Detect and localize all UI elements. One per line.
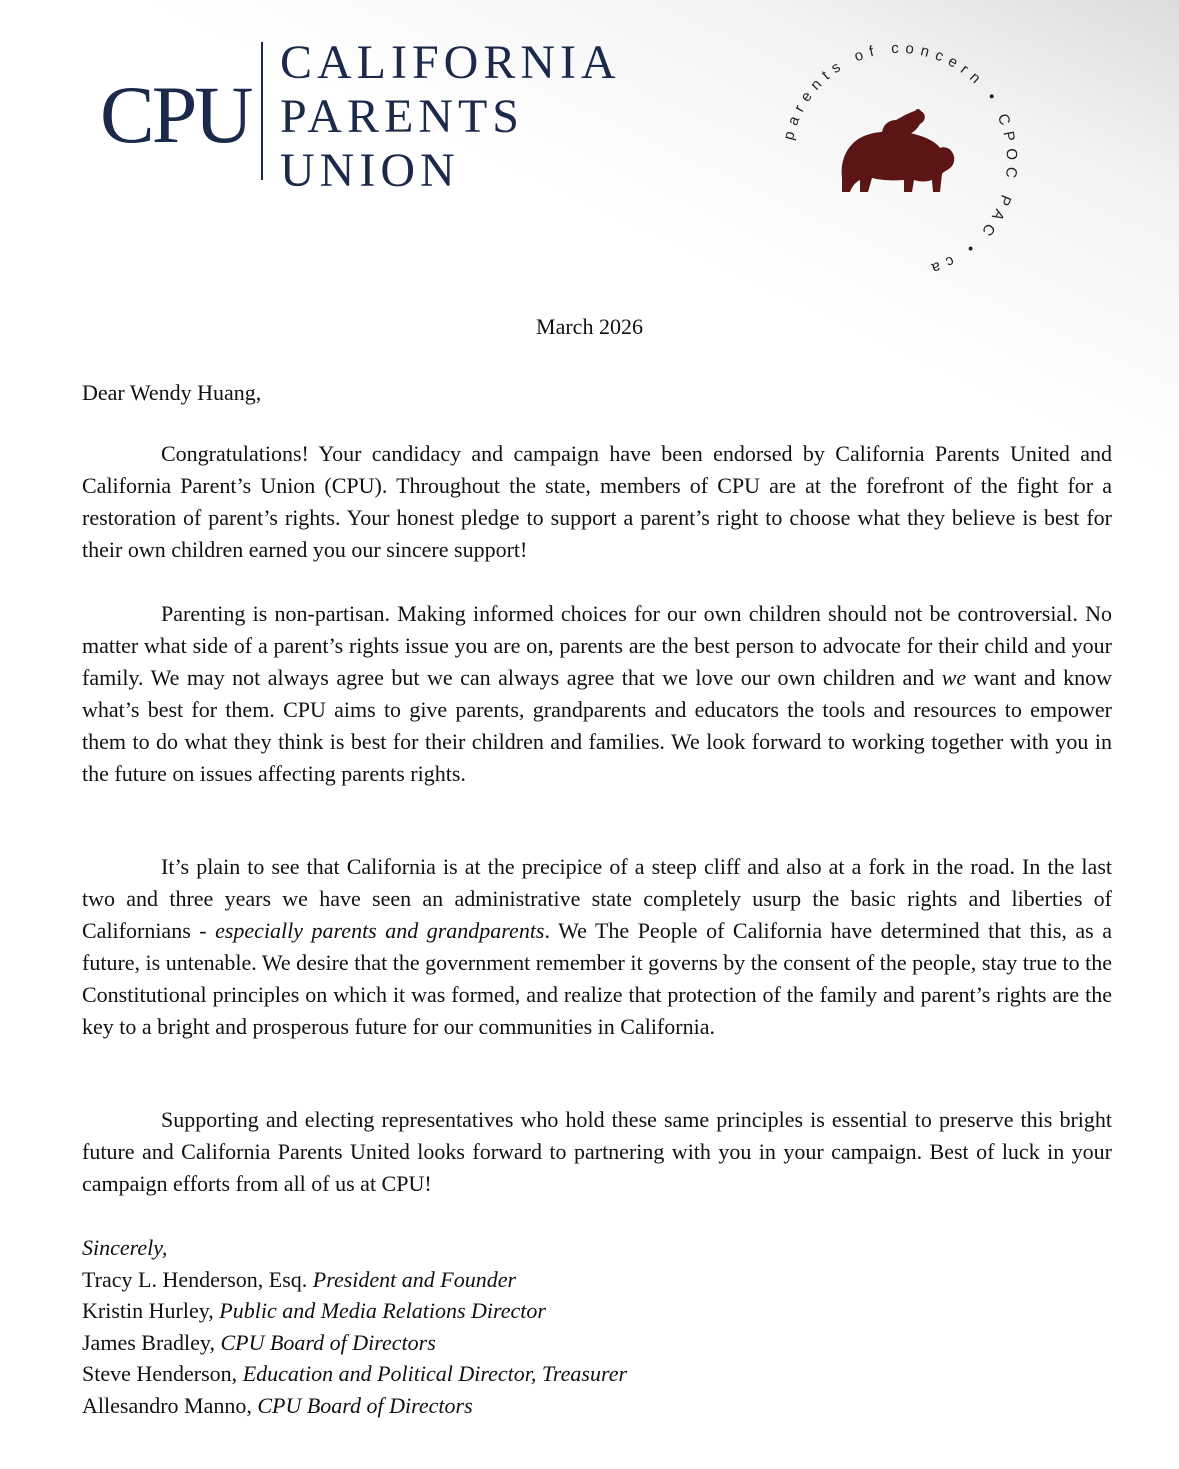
paragraph-text [82, 851, 1112, 1043]
signatory-title: CPU Board of Directors [257, 1392, 473, 1418]
logo-abbreviation: CPU [100, 69, 251, 160]
signatory-name: Kristin Hurley, [82, 1298, 220, 1323]
logo-divider [261, 42, 263, 180]
paragraph-text [82, 598, 1112, 790]
signatory-name: Tracy L. Henderson, Esq. [82, 1266, 313, 1292]
salutation: Dear Wendy Huang, [82, 380, 262, 405]
bear-icon [842, 109, 955, 192]
cpoc-pac-seal [768, 30, 1030, 292]
paragraph-segment: . We The People of California have determined that this, as a future, is untenable. We desire that the government remember it governs by the consent of the people, stay true to the Constitutional principles on which it was formed, and realize that protection of the family and parent’s rights are the key to a bright and prosperous future for our communities in California. [82, 918, 1112, 1039]
seal-ring-text: parents of concern • CPOC PAC • ca [780, 39, 1021, 279]
paragraph-3 [82, 851, 1112, 1043]
signatory-name: Allesandro Manno, [82, 1392, 258, 1418]
paragraph-2 [82, 598, 1112, 790]
paragraph-segment: It’s plain to see that California is at the precipice of a steep cliff and also at a fork in the road. In the last two and three years we have seen an administrative state completely usurp the basic rights and liberties of Californians - [82, 854, 1112, 943]
logo-name-line: CALIFORNIA [280, 36, 621, 89]
logo-name-line: PARENTS [280, 90, 524, 143]
paragraph-segment: want and know what’s best for them. CPU aims to give parents, grandparents and educators the tools and resources to empower them to do what they think is best for their children and families. We look forward to working together with you in the future on issues affecting parents rights. [82, 665, 1112, 786]
paragraph-segment: Parenting is non-partisan. Making informed choices for our own children should not be controversial. No matter what side of a parent’s rights issue you are on, parents are the best person to advocate for their child and your family. We may not always agree but we can always agree that we love our own children and [82, 601, 1112, 690]
closing-text: Sincerely, [82, 1235, 168, 1260]
paragraph-1 [82, 438, 1112, 566]
signatory [82, 1264, 627, 1296]
logo-name [280, 36, 621, 198]
signatory [82, 1327, 627, 1359]
paragraph-text: Congratulations! Your candidacy and campaign have been endorsed by California Parents United and California Parent’s Union (CPU). Throughout the state, members of CPU are at the forefront of the fight for a restoration of parent’s rights. Your honest pledge to support a parent’s right to choose what they believe is best for their own children earned you our sincere support! [82, 441, 1112, 562]
paragraph-emphasis: we [941, 665, 967, 690]
signatory-title: President and Founder [312, 1266, 517, 1292]
logo-name-line: UNION [280, 144, 460, 197]
signoff-block [82, 1232, 627, 1421]
paragraph-4 [82, 1104, 1112, 1200]
signatory [82, 1390, 627, 1422]
paragraph-text: Supporting and electing representatives who hold these same principles is essential to preserve this bright future and California Parents United looks forward to partnering with you in your campaign. Best of luck in your campaign efforts from all of us at CPU! [82, 1107, 1112, 1196]
signatory-title: Education and Political Director, Treasurer [242, 1361, 628, 1386]
letter-date: March 2026 [536, 314, 643, 339]
signatory-title: CPU Board of Directors [220, 1329, 436, 1355]
signatory-title: Public and Media Relations Director [219, 1298, 546, 1323]
seal-graphic [768, 30, 1030, 292]
signatory-name: James Bradley, [82, 1329, 221, 1355]
signatory [82, 1358, 627, 1390]
closing [82, 1232, 627, 1264]
signatory-name: Steve Henderson, [82, 1361, 243, 1386]
paragraph-emphasis: especially parents and grandparents [215, 918, 545, 943]
signatory [82, 1295, 627, 1327]
